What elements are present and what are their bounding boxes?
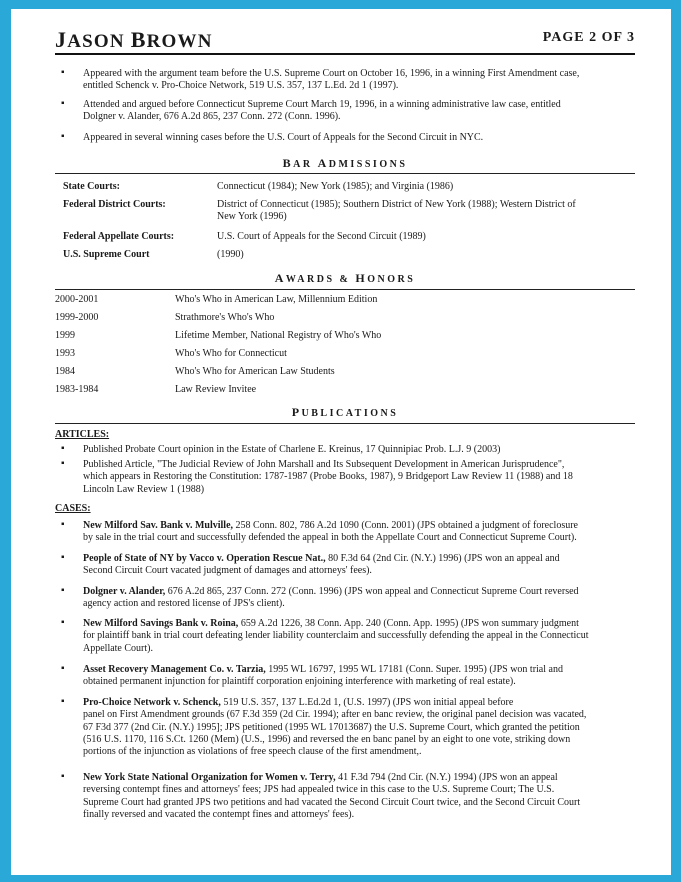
award-year: 2000-2001 xyxy=(55,294,99,305)
bar-label: Federal Appellate Courts: xyxy=(63,231,175,242)
bar-label: Federal District Courts: xyxy=(63,199,166,210)
bullet-icon: ▪ xyxy=(61,663,65,674)
bullet-icon: ▪ xyxy=(61,67,65,78)
bullet-icon: ▪ xyxy=(61,617,65,628)
bar-value: Connecticut (1984); New York (1985); and Virginia (1986) xyxy=(217,181,454,192)
award-text: Who's Who for American Law Students xyxy=(175,366,335,377)
award-text: Strathmore's Who's Who xyxy=(175,312,275,323)
award-year: 1983-1984 xyxy=(55,384,99,395)
bar-label: U.S. Supreme Court xyxy=(63,249,150,260)
bar-value: U.S. Court of Appeals for the Second Circuit (1989) xyxy=(217,231,426,242)
candidate-name: JASON BROWN xyxy=(55,27,213,52)
section-heading-awards: AWARDS & HONORS xyxy=(274,271,416,285)
bullet-icon: ▪ xyxy=(61,131,65,142)
section-heading-bar-admissions: BAR ADMISSIONS xyxy=(282,156,408,170)
bullet-icon: ▪ xyxy=(61,771,65,782)
resume-page: JASON BROWN PAGE 2 OF 3 ▪ Appeared with the argument team before the U.S. Supreme Court on October 16, 1996, in a winning First Amendment case, entitled Schenck v. Pro-Choice Network, 519 U.S. 357, 137 L.Ed. 2d 1 (1997). ▪ Attended and argued before Connecticut Supreme Court March 19, 1996, in a winning administrative law case, entitled Dolgner v. Alander, 676 A.2d 865, 237 Conn. 272 (Conn. 1996). ▪ Appeared in several winning cases before the U.S. Court of Appeals for the Second Circuit in NYC. BAR ADMISSIONS State Courts: Connecticut (1984); New York (1985); and Virginia (1986) Federal District Courts: District of Connecticut (1985); Southern District of New York (1988); Western District of New York (1996) Federal Appellate Courts: U.S. Court of Appeals for the Second Circuit (1989) U.S. Supreme Court (1990) AWARDS & HONORS 2000-2001 Who's Who in American Law, Millennium Edition 1999-2000 Strathmore's Who's Who 1999 Lifetime Member, National Registry of Who's Who 1993 Who's Who for Connecticut 1984 Who's Who for American Law Students 1983-1984 Law Review Invitee PUBLICATIONS ARTICLES: ▪ Published Probate Court opinion in the Estate of Charlene E. Kreinus, 17 Quinnipiac Prob. L.J. 9 (2003) ▪ Published Article, "The Judicial Review of John Marshall and Its Subsequent Development in American Jurisprudence", which appears in Restoring the Constitution: 1787-1987 (Probe Books, 1987), 9 Bridgeport Law Review 11 (1988) and 18 Lincoln Law Review 1 (1988) CASES: ▪ New Milford Sav. Bank v. Mulville, 258 Conn. 802, 786 A.2d 1090 (Conn. 2001) (JPS obtained a judgment of foreclosure by sale in the trial court and successfully defended the appeal in both the Appellate Court and Connecticut Supreme Court). ▪ People of State of NY by Vacco v. Operation Rescue Nat., 80 F.3d 64 (2nd Cir. (N.Y.) 1996) (JPS won an appeal and Second Circuit Court vacated judgment of damages and attorneys' fees). ▪ Dolgner v. Alander, 676 A.2d 865, 237 Conn. 272 (Conn. 1996) (JPS won appeal and Connecticut Supreme Court reversed agency action and restored license of JPS's client). ▪ New Milford Savings Bank v. Roina, 659 A.2d 1226, 38 Conn. App. 240 (Conn. App. 1995) (JPS won summary judgment for plaintiff bank in trial court defeating lender liability counterclaim and successfully defending the appeal in the Connecticut Appellate Court). ▪ Asset Recovery Management Co. v. Tarzia, 1995 WL 16797, 1995 WL 17181 (Conn. Super. 1995) (JPS won trial and obtained permanent injunction for plaintiff corporation enjoining interference with marketing of real estate). ▪ Pro-Choice Network v. Schenck, 519 U.S. 357, 137 L.Ed.2d 1, (U.S. 1997) (JPS won initial appeal before panel on First Amendment grounds (67 F.3d 359 (2d Cir. 1994); after en banc review, the original panel decision was vacated, 67 F3d 377 (2nd Cir. (N.Y.) 1995]; JPS petitioned (1995 WL 17013687) the U.S. Supreme Court, which granted the petition (516 U.S. 1170, 116 S.Ct. 1260 (Mem) (U.S., 1996) and reversed the en banc panel by an eight to one vote, striking down portions of the injunction as violations of free speech clause of the first amendment,. ▪ New York State National Organization for Women v. Terry, 41 F.3d 794 (2nd Cir. (N.Y.) 1994) (JPS won an appeal reversing contempt fines and attorneys' fees; JPS had appealed twice in this case to the U.S. Supreme Court; The U.S. Supreme Court had granted JPS two petitions and had vacated the Second Circuit Court twice, and the Second Circuit Court finally reversed and vacated the contempt fines and attorneys' fees). xyxy=(11,9,671,875)
page-number: PAGE 2 OF 3 xyxy=(542,30,635,45)
articles-label: ARTICLES: xyxy=(55,429,110,440)
section-rule xyxy=(55,289,635,290)
award-year: 1999-2000 xyxy=(55,312,99,323)
bullet-icon: ▪ xyxy=(61,458,65,469)
award-text: Who's Who for Connecticut xyxy=(175,348,287,359)
bullet-icon: ▪ xyxy=(61,696,65,707)
award-text: Lifetime Member, National Registry of Who's Who xyxy=(175,330,382,341)
section-heading-publications: PUBLICATIONS xyxy=(291,405,399,419)
award-year: 1999 xyxy=(55,330,75,341)
section-rule xyxy=(55,173,635,174)
bullet-icon: ▪ xyxy=(61,98,65,109)
page-header xyxy=(55,25,635,55)
section-rule xyxy=(55,423,635,424)
award-text: Law Review Invitee xyxy=(175,384,257,395)
award-year: 1984 xyxy=(55,366,75,377)
cases-label: CASES: xyxy=(55,503,91,514)
award-text: Who's Who in American Law, Millennium Edition xyxy=(175,294,378,305)
bullet-icon: ▪ xyxy=(61,519,65,530)
bar-label: State Courts: xyxy=(63,181,120,192)
award-year: 1993 xyxy=(55,348,75,359)
bar-value: District of Connecticut (1985); Southern District of New York (1988); Western District of New York (1996) xyxy=(217,199,576,223)
bullet-icon: ▪ xyxy=(61,552,65,563)
bullet-icon: ▪ xyxy=(61,443,65,454)
bar-value: (1990) xyxy=(217,249,244,260)
bullet-icon: ▪ xyxy=(61,585,65,596)
